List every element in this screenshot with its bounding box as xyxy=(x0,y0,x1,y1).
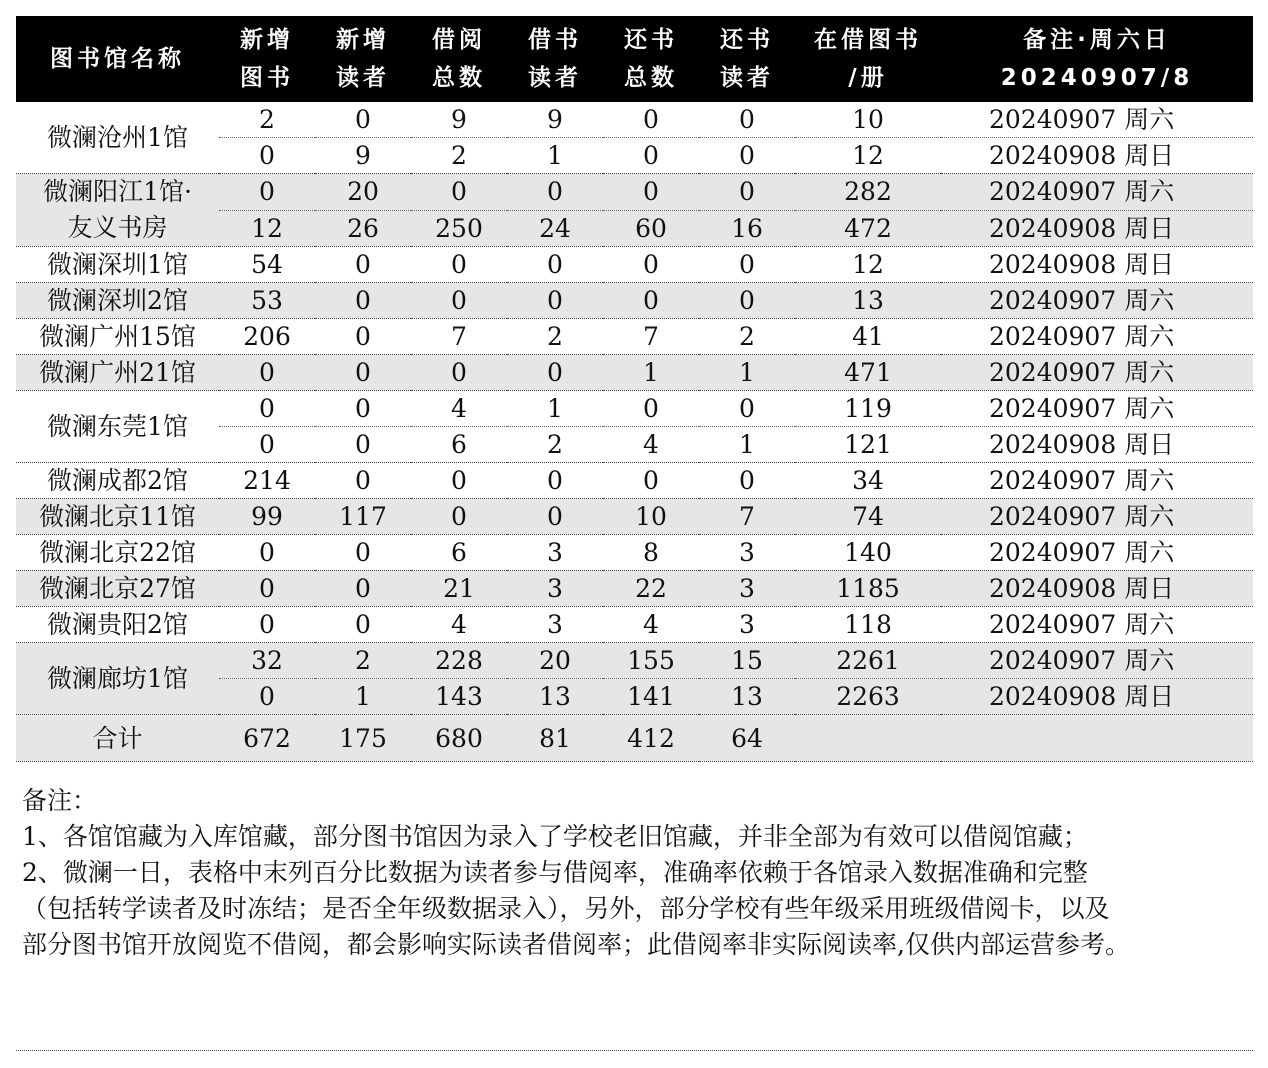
value-cell: 0 xyxy=(315,391,411,427)
value-cell: 9 xyxy=(507,102,603,138)
value-cell: 7 xyxy=(603,319,699,355)
total-value-cell: 680 xyxy=(411,715,507,762)
date-cell: 20240907 周六 xyxy=(941,607,1253,643)
value-cell: 10 xyxy=(795,102,941,138)
value-cell: 1 xyxy=(315,679,411,715)
date-cell: 20240907 周六 xyxy=(941,355,1253,391)
value-cell: 4 xyxy=(411,391,507,427)
library-name-cell: 微澜贵阳2馆 xyxy=(16,607,219,643)
value-cell: 0 xyxy=(315,463,411,499)
date-cell: 20240907 周六 xyxy=(941,499,1253,535)
value-cell: 0 xyxy=(603,463,699,499)
value-cell: 2 xyxy=(507,427,603,463)
library-name-cell: 微澜东莞1馆 xyxy=(16,391,219,463)
notes-title: 备注： xyxy=(22,786,98,815)
value-cell: 0 xyxy=(219,355,315,391)
report-table-container xyxy=(16,16,1253,762)
value-cell: 0 xyxy=(507,283,603,319)
note-item-2: 2、微澜一日，表格中末列百分比数据为读者参与借阅率，准确率依赖于各馆录入数据准确和完整（包括转学读者及时冻结；是否全年级数据录入），另外，部分学校有些年级采用班级借阅卡，以及部分图书馆开放阅览不借阅，都会影响实际读者借阅率；此借阅率非实际阅读率,仅供内部运营参考。 xyxy=(22,858,1130,959)
value-cell: 3 xyxy=(699,535,795,571)
library-name-cell: 微澜沧州1馆 xyxy=(16,102,219,174)
value-cell: 8 xyxy=(603,535,699,571)
date-cell: 20240907 周六 xyxy=(941,391,1253,427)
table-row xyxy=(16,355,1253,391)
value-cell: 471 xyxy=(795,355,941,391)
value-cell: 2263 xyxy=(795,679,941,715)
table-row xyxy=(16,571,1253,607)
value-cell: 0 xyxy=(699,391,795,427)
date-cell: 20240907 周六 xyxy=(941,463,1253,499)
value-cell: 0 xyxy=(699,463,795,499)
value-cell: 0 xyxy=(315,607,411,643)
value-cell: 4 xyxy=(603,427,699,463)
value-cell: 13 xyxy=(795,283,941,319)
value-cell: 0 xyxy=(699,102,795,138)
value-cell: 119 xyxy=(795,391,941,427)
value-cell: 140 xyxy=(795,535,941,571)
header-return-total: 还书 总数 xyxy=(603,16,699,102)
table-row xyxy=(16,391,1253,427)
value-cell: 141 xyxy=(603,679,699,715)
date-cell: 20240907 周六 xyxy=(941,283,1253,319)
value-cell: 7 xyxy=(699,499,795,535)
value-cell: 0 xyxy=(219,174,315,211)
value-cell: 12 xyxy=(795,138,941,174)
date-cell: 20240908 周日 xyxy=(941,679,1253,715)
value-cell: 0 xyxy=(219,391,315,427)
total-value-cell: 412 xyxy=(603,715,699,762)
header-row xyxy=(16,16,1253,102)
value-cell: 99 xyxy=(219,499,315,535)
value-cell: 53 xyxy=(219,283,315,319)
value-cell: 0 xyxy=(219,138,315,174)
value-cell: 3 xyxy=(507,607,603,643)
value-cell: 0 xyxy=(411,247,507,283)
value-cell: 0 xyxy=(315,283,411,319)
value-cell: 0 xyxy=(603,283,699,319)
value-cell: 214 xyxy=(219,463,315,499)
value-cell: 4 xyxy=(411,607,507,643)
value-cell: 2 xyxy=(411,138,507,174)
value-cell: 26 xyxy=(315,210,411,247)
header-new-books: 新增 图书 xyxy=(219,16,315,102)
value-cell: 0 xyxy=(219,679,315,715)
date-cell: 20240907 周六 xyxy=(941,319,1253,355)
header-library-name: 图书馆名称 xyxy=(16,16,219,102)
header-remarks: 备注·周六日 20240907/8 xyxy=(941,16,1253,102)
date-cell: 20240908 周日 xyxy=(941,210,1253,247)
library-name-cell: 微澜广州21馆 xyxy=(16,355,219,391)
library-name-cell: 微澜深圳2馆 xyxy=(16,283,219,319)
value-cell: 24 xyxy=(507,210,603,247)
library-name-line: 微澜阳江1馆· xyxy=(43,177,192,206)
value-cell: 0 xyxy=(603,247,699,283)
value-cell: 10 xyxy=(603,499,699,535)
total-value-cell: 64 xyxy=(699,715,795,762)
library-name-cell: 微澜深圳1馆 xyxy=(16,247,219,283)
table-row xyxy=(16,102,1253,138)
value-cell: 0 xyxy=(507,463,603,499)
value-cell: 1 xyxy=(699,355,795,391)
value-cell: 6 xyxy=(411,535,507,571)
value-cell: 54 xyxy=(219,247,315,283)
date-cell: 20240907 周六 xyxy=(941,643,1253,679)
value-cell: 0 xyxy=(699,247,795,283)
library-name-cell: 微澜北京11馆 xyxy=(16,499,219,535)
value-cell: 0 xyxy=(699,138,795,174)
library-name-cell: 微澜北京27馆 xyxy=(16,571,219,607)
value-cell: 12 xyxy=(795,247,941,283)
value-cell: 9 xyxy=(411,102,507,138)
value-cell: 0 xyxy=(219,535,315,571)
value-cell: 9 xyxy=(315,138,411,174)
value-cell: 12 xyxy=(219,210,315,247)
value-cell: 0 xyxy=(315,355,411,391)
table-row xyxy=(16,643,1253,679)
value-cell: 32 xyxy=(219,643,315,679)
value-cell: 0 xyxy=(411,174,507,211)
total-value-cell: 672 xyxy=(219,715,315,762)
value-cell: 0 xyxy=(507,247,603,283)
date-cell: 20240908 周日 xyxy=(941,571,1253,607)
bottom-divider xyxy=(16,1050,1253,1051)
value-cell: 0 xyxy=(315,247,411,283)
value-cell: 0 xyxy=(411,283,507,319)
total-label: 合计 xyxy=(16,715,219,762)
value-cell: 0 xyxy=(603,174,699,211)
library-name-cell: 微澜成都2馆 xyxy=(16,463,219,499)
note-item-1: 1、各馆馆藏为入库馆藏，部分图书馆因为录入了学校老旧馆藏，并非全部为有效可以借阅馆藏； xyxy=(22,822,1088,851)
library-name-cell: 微澜廊坊1馆 xyxy=(16,643,219,715)
value-cell: 0 xyxy=(411,499,507,535)
notes-section xyxy=(22,783,1132,963)
value-cell: 0 xyxy=(315,102,411,138)
value-cell: 118 xyxy=(795,607,941,643)
value-cell: 3 xyxy=(507,535,603,571)
table-row xyxy=(16,535,1253,571)
header-borrow-readers: 借书 读者 xyxy=(507,16,603,102)
date-cell: 20240907 周六 xyxy=(941,174,1253,211)
value-cell: 0 xyxy=(219,427,315,463)
value-cell: 1185 xyxy=(795,571,941,607)
value-cell: 13 xyxy=(507,679,603,715)
value-cell: 2 xyxy=(507,319,603,355)
value-cell: 4 xyxy=(603,607,699,643)
value-cell: 117 xyxy=(315,499,411,535)
date-cell: 20240908 周日 xyxy=(941,247,1253,283)
value-cell: 0 xyxy=(603,138,699,174)
value-cell: 20 xyxy=(507,643,603,679)
table-row xyxy=(16,247,1253,283)
value-cell: 2261 xyxy=(795,643,941,679)
value-cell: 250 xyxy=(411,210,507,247)
total-value-cell: 175 xyxy=(315,715,411,762)
value-cell: 3 xyxy=(507,571,603,607)
value-cell: 2 xyxy=(219,102,315,138)
value-cell: 0 xyxy=(411,355,507,391)
value-cell: 1 xyxy=(603,355,699,391)
value-cell: 0 xyxy=(315,427,411,463)
date-cell: 20240907 周六 xyxy=(941,102,1253,138)
value-cell: 0 xyxy=(315,535,411,571)
value-cell: 20 xyxy=(315,174,411,211)
library-name-cell: 微澜广州15馆 xyxy=(16,319,219,355)
value-cell: 0 xyxy=(411,463,507,499)
value-cell: 41 xyxy=(795,319,941,355)
value-cell: 1 xyxy=(507,391,603,427)
header-borrow-total: 借阅 总数 xyxy=(411,16,507,102)
table-row xyxy=(16,174,1253,211)
library-name-line: 友义书房 xyxy=(67,213,168,242)
library-name-cell: 微澜北京22馆 xyxy=(16,535,219,571)
table-row xyxy=(16,607,1253,643)
value-cell: 3 xyxy=(699,607,795,643)
date-cell: 20240907 周六 xyxy=(941,535,1253,571)
value-cell: 143 xyxy=(411,679,507,715)
value-cell: 7 xyxy=(411,319,507,355)
value-cell: 3 xyxy=(699,571,795,607)
total-row xyxy=(16,715,1253,762)
table-row xyxy=(16,319,1253,355)
value-cell: 206 xyxy=(219,319,315,355)
value-cell: 22 xyxy=(603,571,699,607)
value-cell: 0 xyxy=(603,102,699,138)
value-cell: 0 xyxy=(699,174,795,211)
value-cell: 34 xyxy=(795,463,941,499)
library-name-cell xyxy=(16,174,219,247)
total-value-cell: 81 xyxy=(507,715,603,762)
value-cell: 155 xyxy=(603,643,699,679)
value-cell: 2 xyxy=(699,319,795,355)
value-cell: 472 xyxy=(795,210,941,247)
total-value-cell xyxy=(795,715,941,762)
value-cell: 0 xyxy=(699,283,795,319)
value-cell: 0 xyxy=(507,355,603,391)
value-cell: 60 xyxy=(603,210,699,247)
value-cell: 0 xyxy=(603,391,699,427)
value-cell: 15 xyxy=(699,643,795,679)
table-row xyxy=(16,499,1253,535)
total-value-cell xyxy=(941,715,1253,762)
value-cell: 0 xyxy=(219,571,315,607)
value-cell: 0 xyxy=(219,607,315,643)
value-cell: 1 xyxy=(507,138,603,174)
value-cell: 2 xyxy=(315,643,411,679)
table-row xyxy=(16,283,1253,319)
header-return-readers: 还书 读者 xyxy=(699,16,795,102)
header-new-readers: 新增 读者 xyxy=(315,16,411,102)
value-cell: 21 xyxy=(411,571,507,607)
value-cell: 74 xyxy=(795,499,941,535)
table-body xyxy=(16,102,1253,762)
header-on-loan: 在借图书 /册 xyxy=(795,16,941,102)
value-cell: 0 xyxy=(507,499,603,535)
date-cell: 20240908 周日 xyxy=(941,138,1253,174)
value-cell: 6 xyxy=(411,427,507,463)
value-cell: 13 xyxy=(699,679,795,715)
value-cell: 16 xyxy=(699,210,795,247)
value-cell: 121 xyxy=(795,427,941,463)
value-cell: 0 xyxy=(315,319,411,355)
value-cell: 1 xyxy=(699,427,795,463)
value-cell: 282 xyxy=(795,174,941,211)
value-cell: 228 xyxy=(411,643,507,679)
table-row xyxy=(16,463,1253,499)
date-cell: 20240908 周日 xyxy=(941,427,1253,463)
library-stats-table xyxy=(16,16,1253,762)
value-cell: 0 xyxy=(315,571,411,607)
value-cell: 0 xyxy=(507,174,603,211)
